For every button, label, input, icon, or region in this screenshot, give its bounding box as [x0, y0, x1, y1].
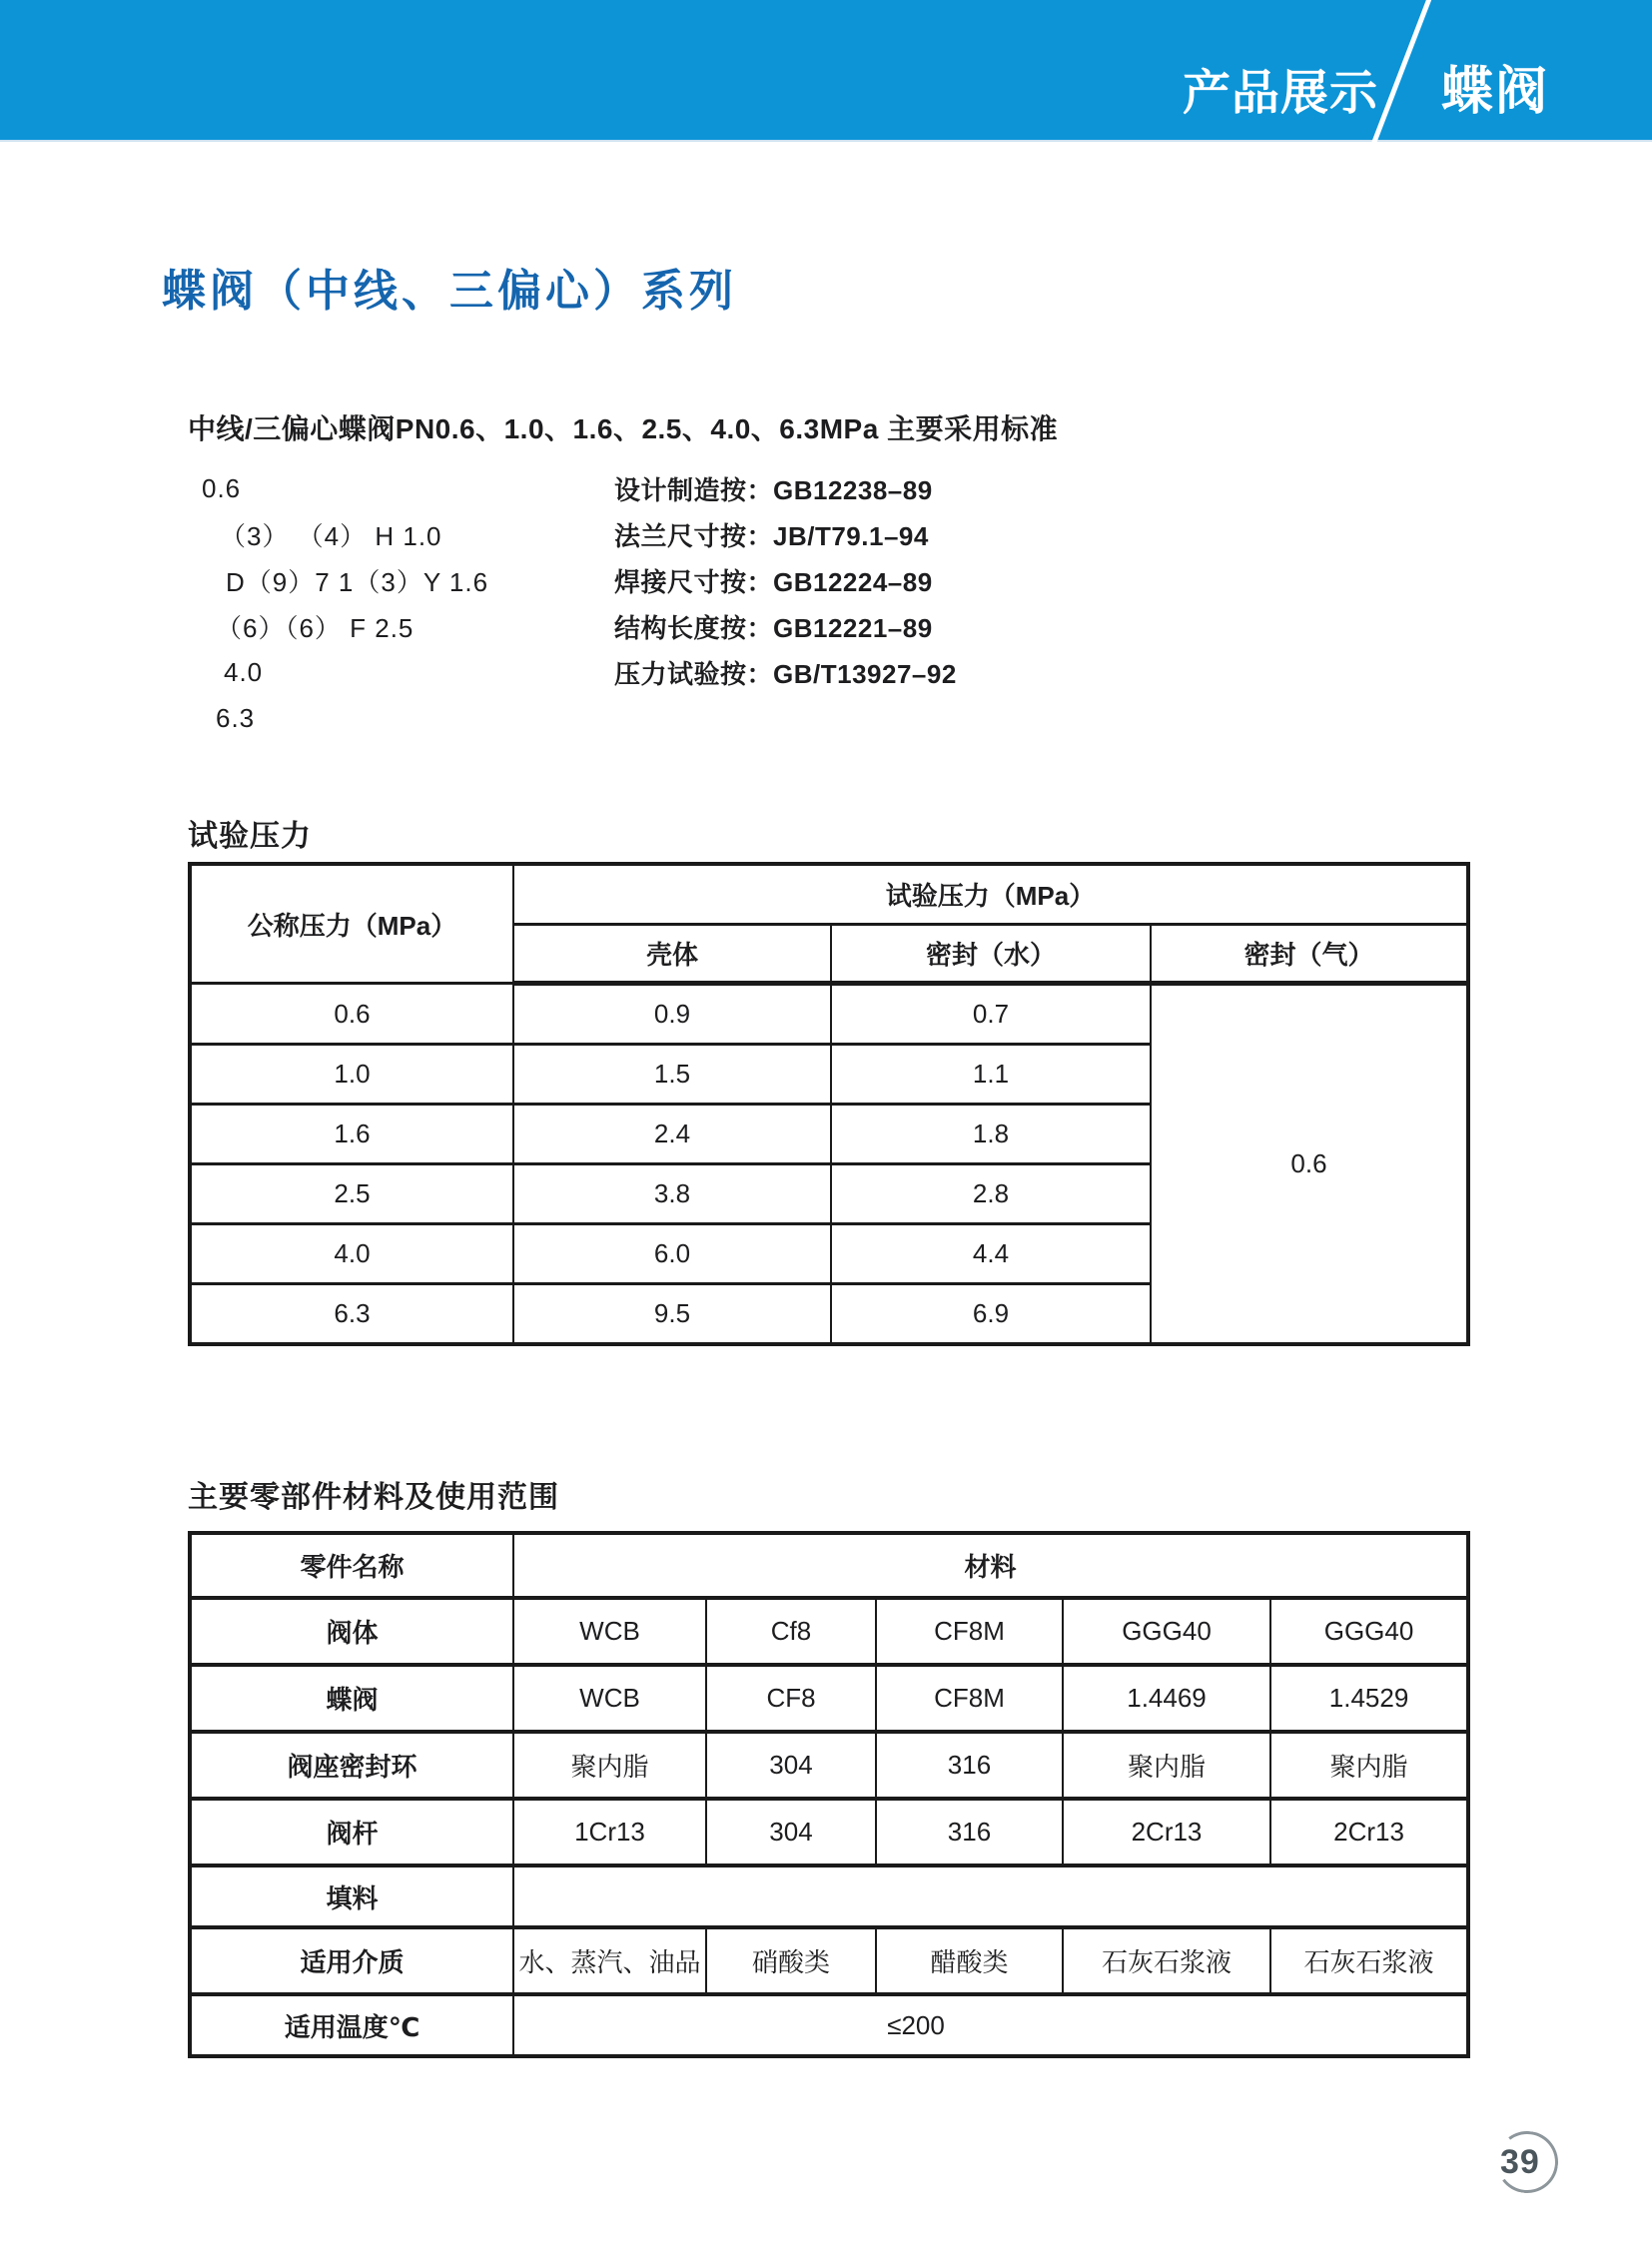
banner-diagonal-divider	[1370, 0, 1431, 148]
table-row	[190, 1598, 1468, 1665]
cell-media: 石灰石浆液	[1270, 1927, 1468, 1994]
model-code: 6.3	[216, 702, 256, 733]
banner-category-label: 蝶阀	[1441, 63, 1550, 121]
cell-material: 1.4529	[1270, 1665, 1468, 1732]
standards-row	[188, 465, 1286, 511]
cell-packing-merged	[513, 1866, 1468, 1927]
cell-media: 硝酸类	[706, 1927, 876, 1994]
cell-material: 2Cr13	[1063, 1799, 1270, 1866]
standards-list	[188, 465, 1286, 741]
table-row	[190, 984, 1468, 1045]
cell-material: GGG40	[1270, 1598, 1468, 1665]
cell-material: 聚内脂	[513, 1732, 706, 1799]
standards-row	[188, 511, 1286, 557]
cell-material: 2Cr13	[1270, 1799, 1468, 1866]
table-row	[190, 1732, 1468, 1799]
cell-part-name: 阀体	[190, 1598, 513, 1665]
cell-material: CF8M	[876, 1598, 1063, 1665]
standard-item: 设计制造按：GB12238–89	[614, 474, 933, 505]
cell-nominal: 6.3	[190, 1284, 513, 1345]
section-title-materials: 主要零部件材料及使用范围	[188, 1481, 559, 1514]
cell-shell: 1.5	[513, 1045, 831, 1105]
cell-material: 聚内脂	[1270, 1732, 1468, 1799]
col-header-seal-gas: 密封（气）	[1151, 925, 1468, 984]
cell-media: 醋酸类	[876, 1927, 1063, 1994]
col-header-shell: 壳体	[513, 925, 831, 984]
cell-seal-water: 1.8	[831, 1105, 1151, 1164]
cell-material: WCB	[513, 1598, 706, 1665]
cell-part-name: 适用介质	[190, 1927, 513, 1994]
cell-shell: 6.0	[513, 1224, 831, 1284]
cell-shell: 0.9	[513, 984, 831, 1045]
page-number-marker	[1478, 2125, 1568, 2205]
cell-seal-water: 0.7	[831, 984, 1151, 1045]
standards-row	[188, 603, 1286, 649]
table-row-temperature	[190, 1994, 1468, 2056]
model-code: D（9）7 1（3）Y 1.6	[226, 566, 489, 597]
col-header-part-name: 零件名称	[190, 1533, 513, 1598]
col-header-material: 材料	[513, 1533, 1468, 1598]
cell-seal-water: 1.1	[831, 1045, 1151, 1105]
model-code: 0.6	[202, 472, 242, 503]
model-code: 4.0	[224, 656, 264, 687]
model-code: （6）（6） F 2.5	[216, 612, 414, 643]
cell-part-name: 阀杆	[190, 1799, 513, 1866]
cell-material: 304	[706, 1799, 876, 1866]
col-header-seal-water: 密封（水）	[831, 925, 1151, 984]
col-header-nominal-pressure: 公称压力（MPa）	[190, 864, 513, 984]
cell-media: 石灰石浆液	[1063, 1927, 1270, 1994]
cell-shell: 3.8	[513, 1164, 831, 1224]
standard-item: 法兰尺寸按：JB/T79.1–94	[614, 520, 929, 551]
table-row-packing	[190, 1866, 1468, 1927]
cell-shell: 2.4	[513, 1105, 831, 1164]
page-header-banner	[0, 0, 1652, 142]
cell-nominal: 2.5	[190, 1164, 513, 1224]
banner-section-label: 产品展示	[1182, 67, 1378, 120]
table-row	[190, 1665, 1468, 1732]
col-header-test-pressure: 试验压力（MPa）	[513, 864, 1468, 925]
cell-temperature-merged: ≤200	[513, 1994, 1468, 2056]
cell-material: GGG40	[1063, 1598, 1270, 1665]
standard-item: 焊接尺寸按：GB12224–89	[614, 566, 933, 597]
standard-item: 压力试验按：GB/T13927–92	[614, 658, 957, 689]
cell-nominal: 1.0	[190, 1045, 513, 1105]
cell-material: 316	[876, 1732, 1063, 1799]
standard-item: 结构长度按：GB12221–89	[614, 612, 933, 643]
cell-material: 1Cr13	[513, 1799, 706, 1866]
cell-material: WCB	[513, 1665, 706, 1732]
standards-row	[188, 557, 1286, 603]
cell-part-name: 填料	[190, 1866, 513, 1927]
page-number: 39	[1500, 2143, 1540, 2181]
cell-seal-water: 4.4	[831, 1224, 1151, 1284]
cell-material: 1.4469	[1063, 1665, 1270, 1732]
cell-part-name: 适用温度℃	[190, 1994, 513, 2056]
standards-row	[188, 695, 1286, 741]
cell-part-name: 阀座密封环	[190, 1732, 513, 1799]
cell-nominal: 4.0	[190, 1224, 513, 1284]
materials-table	[188, 1531, 1470, 2058]
standards-heading: 中线/三偏心蝶阀PN0.6、1.0、1.6、2.5、4.0、6.3MPa 主要采用标准	[188, 413, 1059, 444]
page-title: 蝶阀（中线、三偏心）系列	[162, 267, 737, 316]
cell-material: 304	[706, 1732, 876, 1799]
cell-shell: 9.5	[513, 1284, 831, 1345]
cell-nominal: 1.6	[190, 1105, 513, 1164]
standards-row	[188, 649, 1286, 695]
cell-material: Cf8	[706, 1598, 876, 1665]
table-row	[190, 1799, 1468, 1866]
cell-seal-water: 6.9	[831, 1284, 1151, 1345]
cell-material: CF8	[706, 1665, 876, 1732]
cell-material: 316	[876, 1799, 1063, 1866]
table-row-media	[190, 1927, 1468, 1994]
model-code: （3） （4） H 1.0	[220, 520, 442, 551]
cell-material: CF8M	[876, 1665, 1063, 1732]
cell-seal-water: 2.8	[831, 1164, 1151, 1224]
cell-seal-gas-merged: 0.6	[1151, 984, 1468, 1345]
test-pressure-table	[188, 862, 1470, 1346]
cell-media: 水、蒸汽、油品	[513, 1927, 706, 1994]
cell-part-name: 蝶阀	[190, 1665, 513, 1732]
section-title-test-pressure: 试验压力	[188, 820, 312, 853]
cell-material: 聚内脂	[1063, 1732, 1270, 1799]
cell-nominal: 0.6	[190, 984, 513, 1045]
